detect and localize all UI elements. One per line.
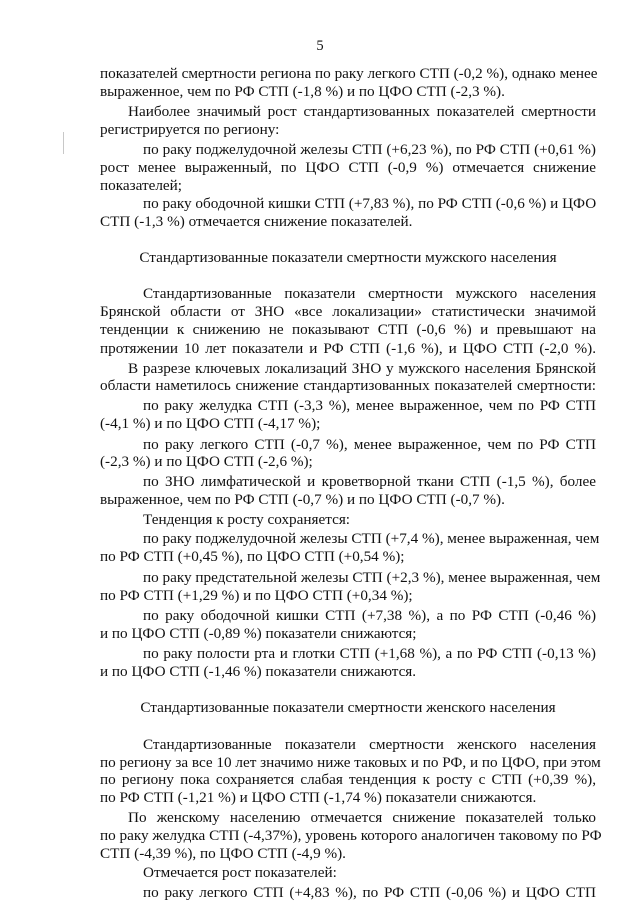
- text-line: по РФ СТП (+1,29 %) и по ЦФО СТП (+0,34 %);: [100, 587, 413, 604]
- section-heading-male: Стандартизованные показатели смертности мужского населения: [139, 249, 557, 266]
- section-heading-female: Стандартизованные показатели смертности женского населения: [140, 699, 556, 716]
- text-line: по раку поджелудочной железы СТП (+6,23 %), по РФ СТП (+0,61 %): [143, 141, 596, 158]
- text-line: по раку поджелудочной железы СТП (+7,4 %), менее выраженная, чем: [143, 530, 600, 547]
- text-line: по региону за все 10 лет значимо ниже таковых и по РФ, и по ЦФО, при этом: [100, 754, 601, 771]
- text-line: области наметилось снижение стандартизованных показателей смертности:: [100, 377, 596, 394]
- text-line: Наиболее значимый рост стандартизованных показателей смертности: [128, 103, 596, 120]
- text-line: Стандартизованные показатели смертности мужского населения: [143, 285, 596, 302]
- text-line: выраженное, чем по РФ СТП (-1,8 %) и по ЦФО СТП (-2,3 %).: [100, 83, 505, 100]
- text-line: и по ЦФО СТП (-0,89 %) показатели снижаются;: [100, 625, 417, 642]
- text-line: показателей смертности региона по раку легкого СТП (-0,2 %), однако менее: [100, 65, 598, 82]
- scan-speck: [63, 132, 64, 154]
- text-line: по раку желудка СТП (-3,3 %), менее выраженное, чем по РФ СТП: [143, 397, 596, 414]
- text-line: рост менее выраженный, по ЦФО СТП (-0,9 %) отмечается снижение: [100, 159, 596, 176]
- text-line: выраженное, чем по РФ СТП (-0,7 %) и по ЦФО СТП (-0,7 %).: [100, 491, 505, 508]
- text-line: показателей;: [100, 177, 183, 194]
- text-line: (-2,3 %) и по ЦФО СТП (-2,6 %);: [100, 453, 313, 470]
- text-line: по раку легкого СТП (+4,83 %), по РФ СТП (-0,06 %) и ЦФО СТП: [143, 884, 596, 901]
- text-line: (-4,1 %) и по ЦФО СТП (-4,17 %);: [100, 415, 321, 432]
- text-line: По женскому населению отмечается снижение показателей только: [128, 809, 596, 826]
- text-line: регистрируется по региону:: [100, 121, 280, 138]
- text-line: тенденции к снижению не показывают СТП (-0,6 %) и превышают на: [100, 321, 596, 338]
- text-line: В разрезе ключевых локализаций ЗНО у мужского населения Брянской: [128, 360, 596, 377]
- text-line: СТП (-4,39 %), по ЦФО СТП (-4,9 %).: [100, 845, 346, 862]
- text-line: по раку предстательной железы СТП (+2,3 %), менее выраженная, чем: [143, 569, 601, 586]
- text-line: по раку ободочной кишки СТП (+7,38 %), а по РФ СТП (-0,46 %): [143, 607, 596, 624]
- text-line: Брянской области от ЗНО «все локализации» статистически значимой: [100, 303, 596, 320]
- text-line: Отмечается рост показателей:: [143, 864, 337, 881]
- text-line: Тенденция к росту сохраняется:: [143, 511, 351, 528]
- text-line: и по ЦФО СТП (-1,46 %) показатели снижаются.: [100, 663, 417, 680]
- text-line: по раку желудка СТП (-4,37%), уровень которого аналогичен таковому по РФ: [100, 827, 602, 844]
- text-line: протяжении 10 лет показатели и РФ СТП (-1,6 %), и ЦФО СТП (-2,0 %).: [100, 340, 596, 357]
- text-line: по раку легкого СТП (-0,7 %), менее выраженное, чем по РФ СТП: [143, 436, 596, 453]
- text-line: по РФ СТП (+0,45 %), по ЦФО СТП (+0,54 %);: [100, 548, 405, 565]
- text-line: по раку ободочной кишки СТП (+7,83 %), по РФ СТП (-0,6 %) и ЦФО: [143, 195, 597, 212]
- text-line: Стандартизованные показатели смертности женского населения: [143, 736, 596, 753]
- text-line: по ЗНО лимфатической и кроветворной ткани СТП (-1,5 %), более: [143, 473, 596, 490]
- text-line: по региону пока сохраняется слабая тенденция к росту с СТП (+0,39 %),: [100, 771, 596, 788]
- page-number: 5: [316, 38, 324, 54]
- text-line: по РФ СТП (-1,21 %) и ЦФО СТП (-1,74 %) показатели снижаются.: [100, 789, 537, 806]
- text-line: по раку полости рта и глотки СТП (+1,68 %), а по РФ СТП (-0,13 %): [143, 645, 596, 662]
- text-line: СТП (-1,3 %) отмечается снижение показателей.: [100, 213, 413, 230]
